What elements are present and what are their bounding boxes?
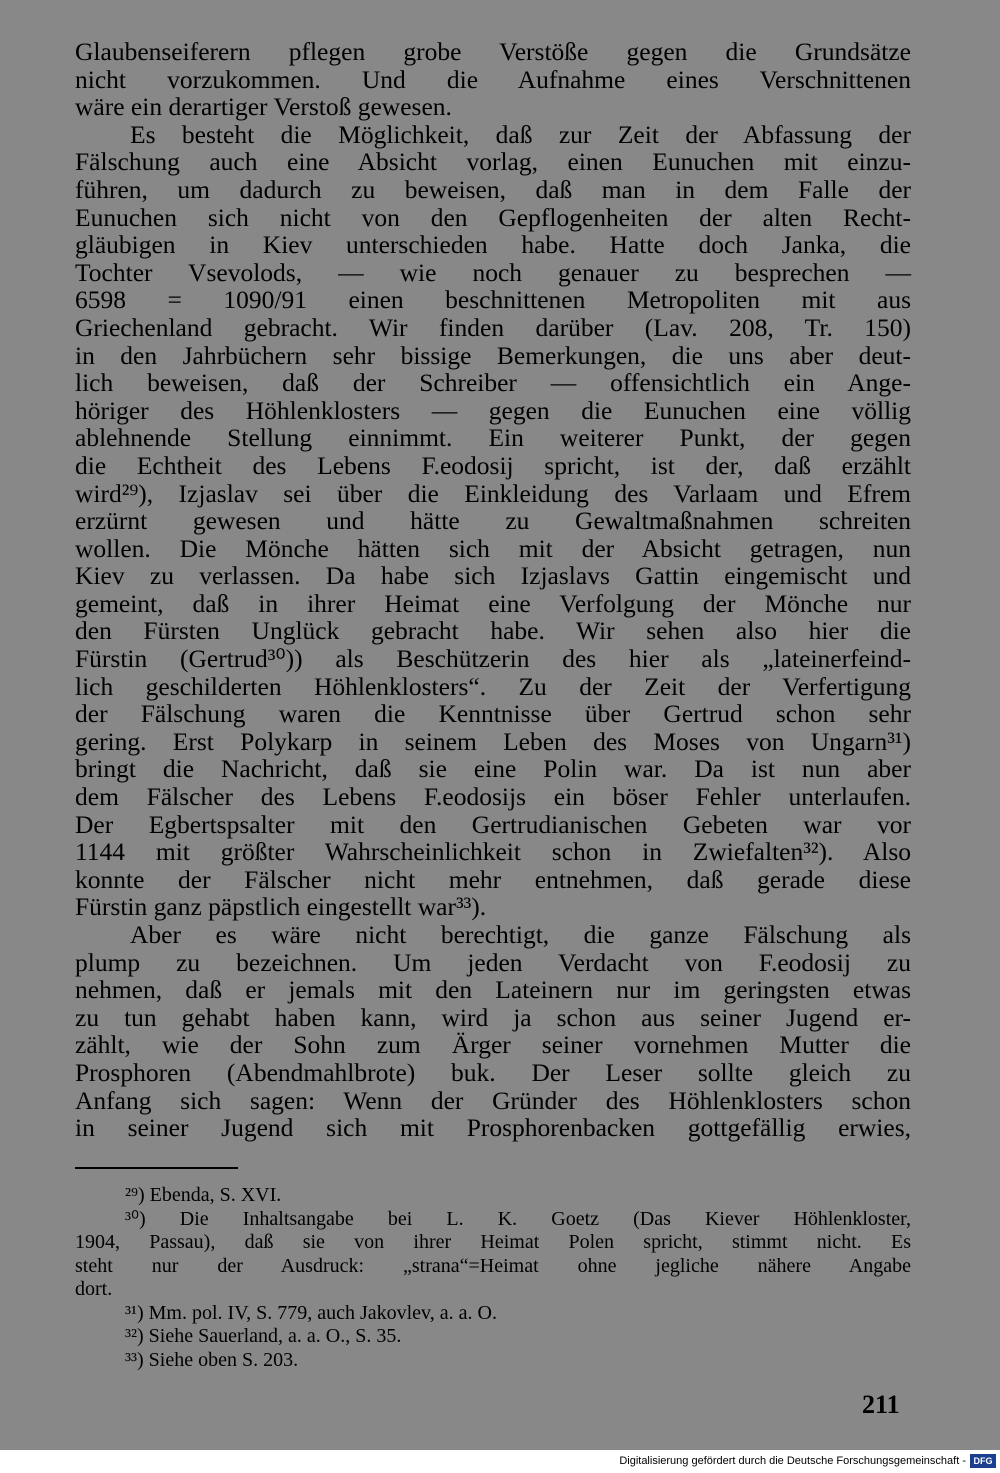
dfg-logo: DFG xyxy=(970,1454,996,1468)
text-line: Prosphoren (Abendmahlbrote) buk. Der Leser sollte gleich zu xyxy=(75,1057,911,1087)
text-line: nehmen, daß er jemals mit den Lateinern nur im geringsten etwas xyxy=(75,975,911,1005)
credit-bar xyxy=(0,1450,1000,1473)
footnote-line: ³²) Siehe Sauerland, a. a. O., S. 35. xyxy=(125,1325,402,1347)
footnote-separator xyxy=(75,1167,238,1169)
footnote-line: dort. xyxy=(75,1278,113,1300)
text-line: ablehnende Stellung einnimmt. Ein weiterer Punkt, der gegen xyxy=(75,423,911,453)
text-line: der Fälschung waren die Kenntnisse über Gertrud schon sehr xyxy=(75,699,911,729)
text-line: konnte der Fälscher nicht mehr entnehmen, daß gerade diese xyxy=(75,864,911,894)
text-line: 6598 = 1090/91 einen beschnittenen Metropoliten mit aus xyxy=(75,285,911,315)
text-line: Eunuchen sich nicht von den Gepflogenheiten der alten Recht- xyxy=(75,202,911,232)
text-line: Fürstin ganz päpstlich eingestellt war³³). xyxy=(75,892,487,922)
text-line: gering. Erst Polykarp in seinem Leben des Moses von Ungarn³¹) xyxy=(75,726,911,756)
footnote-line: ³⁰) Die Inhaltsangabe bei L. K. Goetz (Das Kiever Höhlenkloster, xyxy=(125,1207,911,1230)
text-line: Fälschung auch eine Absicht vorlag, einen Eunuchen mit einzu- xyxy=(75,147,911,177)
text-line: lich beweisen, daß der Schreiber — offensichtlich ein Ange- xyxy=(75,368,911,398)
footnote-line: 1904, Passau), daß sie von ihrer Heimat Polen spricht, stimmt nicht. Es xyxy=(75,1231,911,1253)
text-line: wäre ein derartiger Verstoß gewesen. xyxy=(75,92,452,122)
text-line: Kiev zu verlassen. Da habe sich Izjaslavs Gattin eingemischt und xyxy=(75,561,911,591)
funding-credit: Digitalisierung gefördert durch die Deutsche Forschungsgemeinschaft - xyxy=(619,1455,966,1467)
text-line: wollen. Die Mönche hätten sich mit der Absicht getragen, nun xyxy=(75,533,911,563)
text-line: plump zu bezeichnen. Um jeden Verdacht von F.eodosij zu xyxy=(75,947,911,977)
text-line: Tochter Vsevolods, — wie noch genauer zu besprechen — xyxy=(75,257,911,287)
text-line: dem Fälscher des Lebens F.eodosijs ein böser Fehler unterlaufen. xyxy=(75,782,911,812)
text-line: höriger des Höhlenklosters — gegen die Eunuchen eine völlig xyxy=(75,395,911,425)
text-line: zu tun gehabt haben kann, wird ja schon aus seiner Jugend er- xyxy=(75,1002,911,1032)
footnote-line: ³³) Siehe oben S. 203. xyxy=(125,1348,299,1371)
text-line: Fürstin (Gertrud³⁰)) als Beschützerin des hier als „lateinerfeind- xyxy=(75,644,911,674)
text-line: Anfang sich sagen: Wenn der Gründer des Höhlenklosters schon xyxy=(75,1085,911,1115)
body-text xyxy=(75,38,911,1142)
text-line: in den Jahrbüchern sehr bissige Bemerkungen, die uns aber deut- xyxy=(75,340,911,370)
text-line: wird²⁹), Izjaslav sei über die Einkleidung des Varlaam und Efrem xyxy=(75,478,911,508)
text-line: gläubigen in Kiev unterschieden habe. Hatte doch Janka, die xyxy=(75,230,911,260)
text-line: Glaubenseiferern pflegen grobe Verstöße gegen die Grundsätze xyxy=(75,37,911,66)
text-line: Griechenland gebracht. Wir finden darüber (Lav. 208, Tr. 150) xyxy=(75,312,911,342)
text-line: Aber es wäre nicht berechtigt, die ganze Fälschung als xyxy=(130,920,911,949)
text-line: die Echtheit des Lebens F.eodosij spricht, ist der, daß erzählt xyxy=(75,450,911,480)
text-line: erzürnt gewesen und hätte zu Gewaltmaßnahmen schreiten xyxy=(75,506,911,536)
footnote-line: ³¹) Mm. pol. IV, S. 779, auch Jakovlev, a. a. O. xyxy=(125,1301,497,1324)
text-line: Es besteht die Möglichkeit, daß zur Zeit der Abfassung der xyxy=(130,119,911,149)
text-line: bringt die Nachricht, daß sie eine Polin war. Da ist nun aber xyxy=(75,754,911,784)
footnotes xyxy=(75,1184,911,1372)
text-line: gemeint, daß in ihrer Heimat eine Verfolgung der Mönche nur xyxy=(75,588,911,618)
text-line: führen, um dadurch zu beweisen, daß man in dem Falle der xyxy=(75,174,911,204)
text-line: lich geschilderten Höhlenklosters“. Zu der Zeit der Verfertigung xyxy=(75,671,911,701)
footnote-line: steht nur der Ausdruck: „strana“=Heimat ohne jegliche nähere Angabe xyxy=(75,1254,911,1277)
text-line: den Fürsten Unglück gebracht habe. Wir sehen also hier die xyxy=(75,616,911,646)
text-line: zählt, wie der Sohn zum Ärger seiner vornehmen Mutter die xyxy=(75,1030,911,1060)
page-number: 211 xyxy=(862,1390,900,1419)
text-line: nicht vorzukommen. Und die Aufnahme eines Verschnittenen xyxy=(75,64,911,94)
text-line: 1144 mit größter Wahrscheinlichkeit schon in Zwiefalten³²). Also xyxy=(75,837,911,867)
text-line: Der Egbertspsalter mit den Gertrudianischen Gebeten war vor xyxy=(75,809,911,839)
text-line: in seiner Jugend sich mit Prosphorenbacken gottgefällig erwies, xyxy=(75,1113,911,1143)
footnote-line: ²⁹) Ebenda, S. XVI. xyxy=(125,1184,282,1206)
